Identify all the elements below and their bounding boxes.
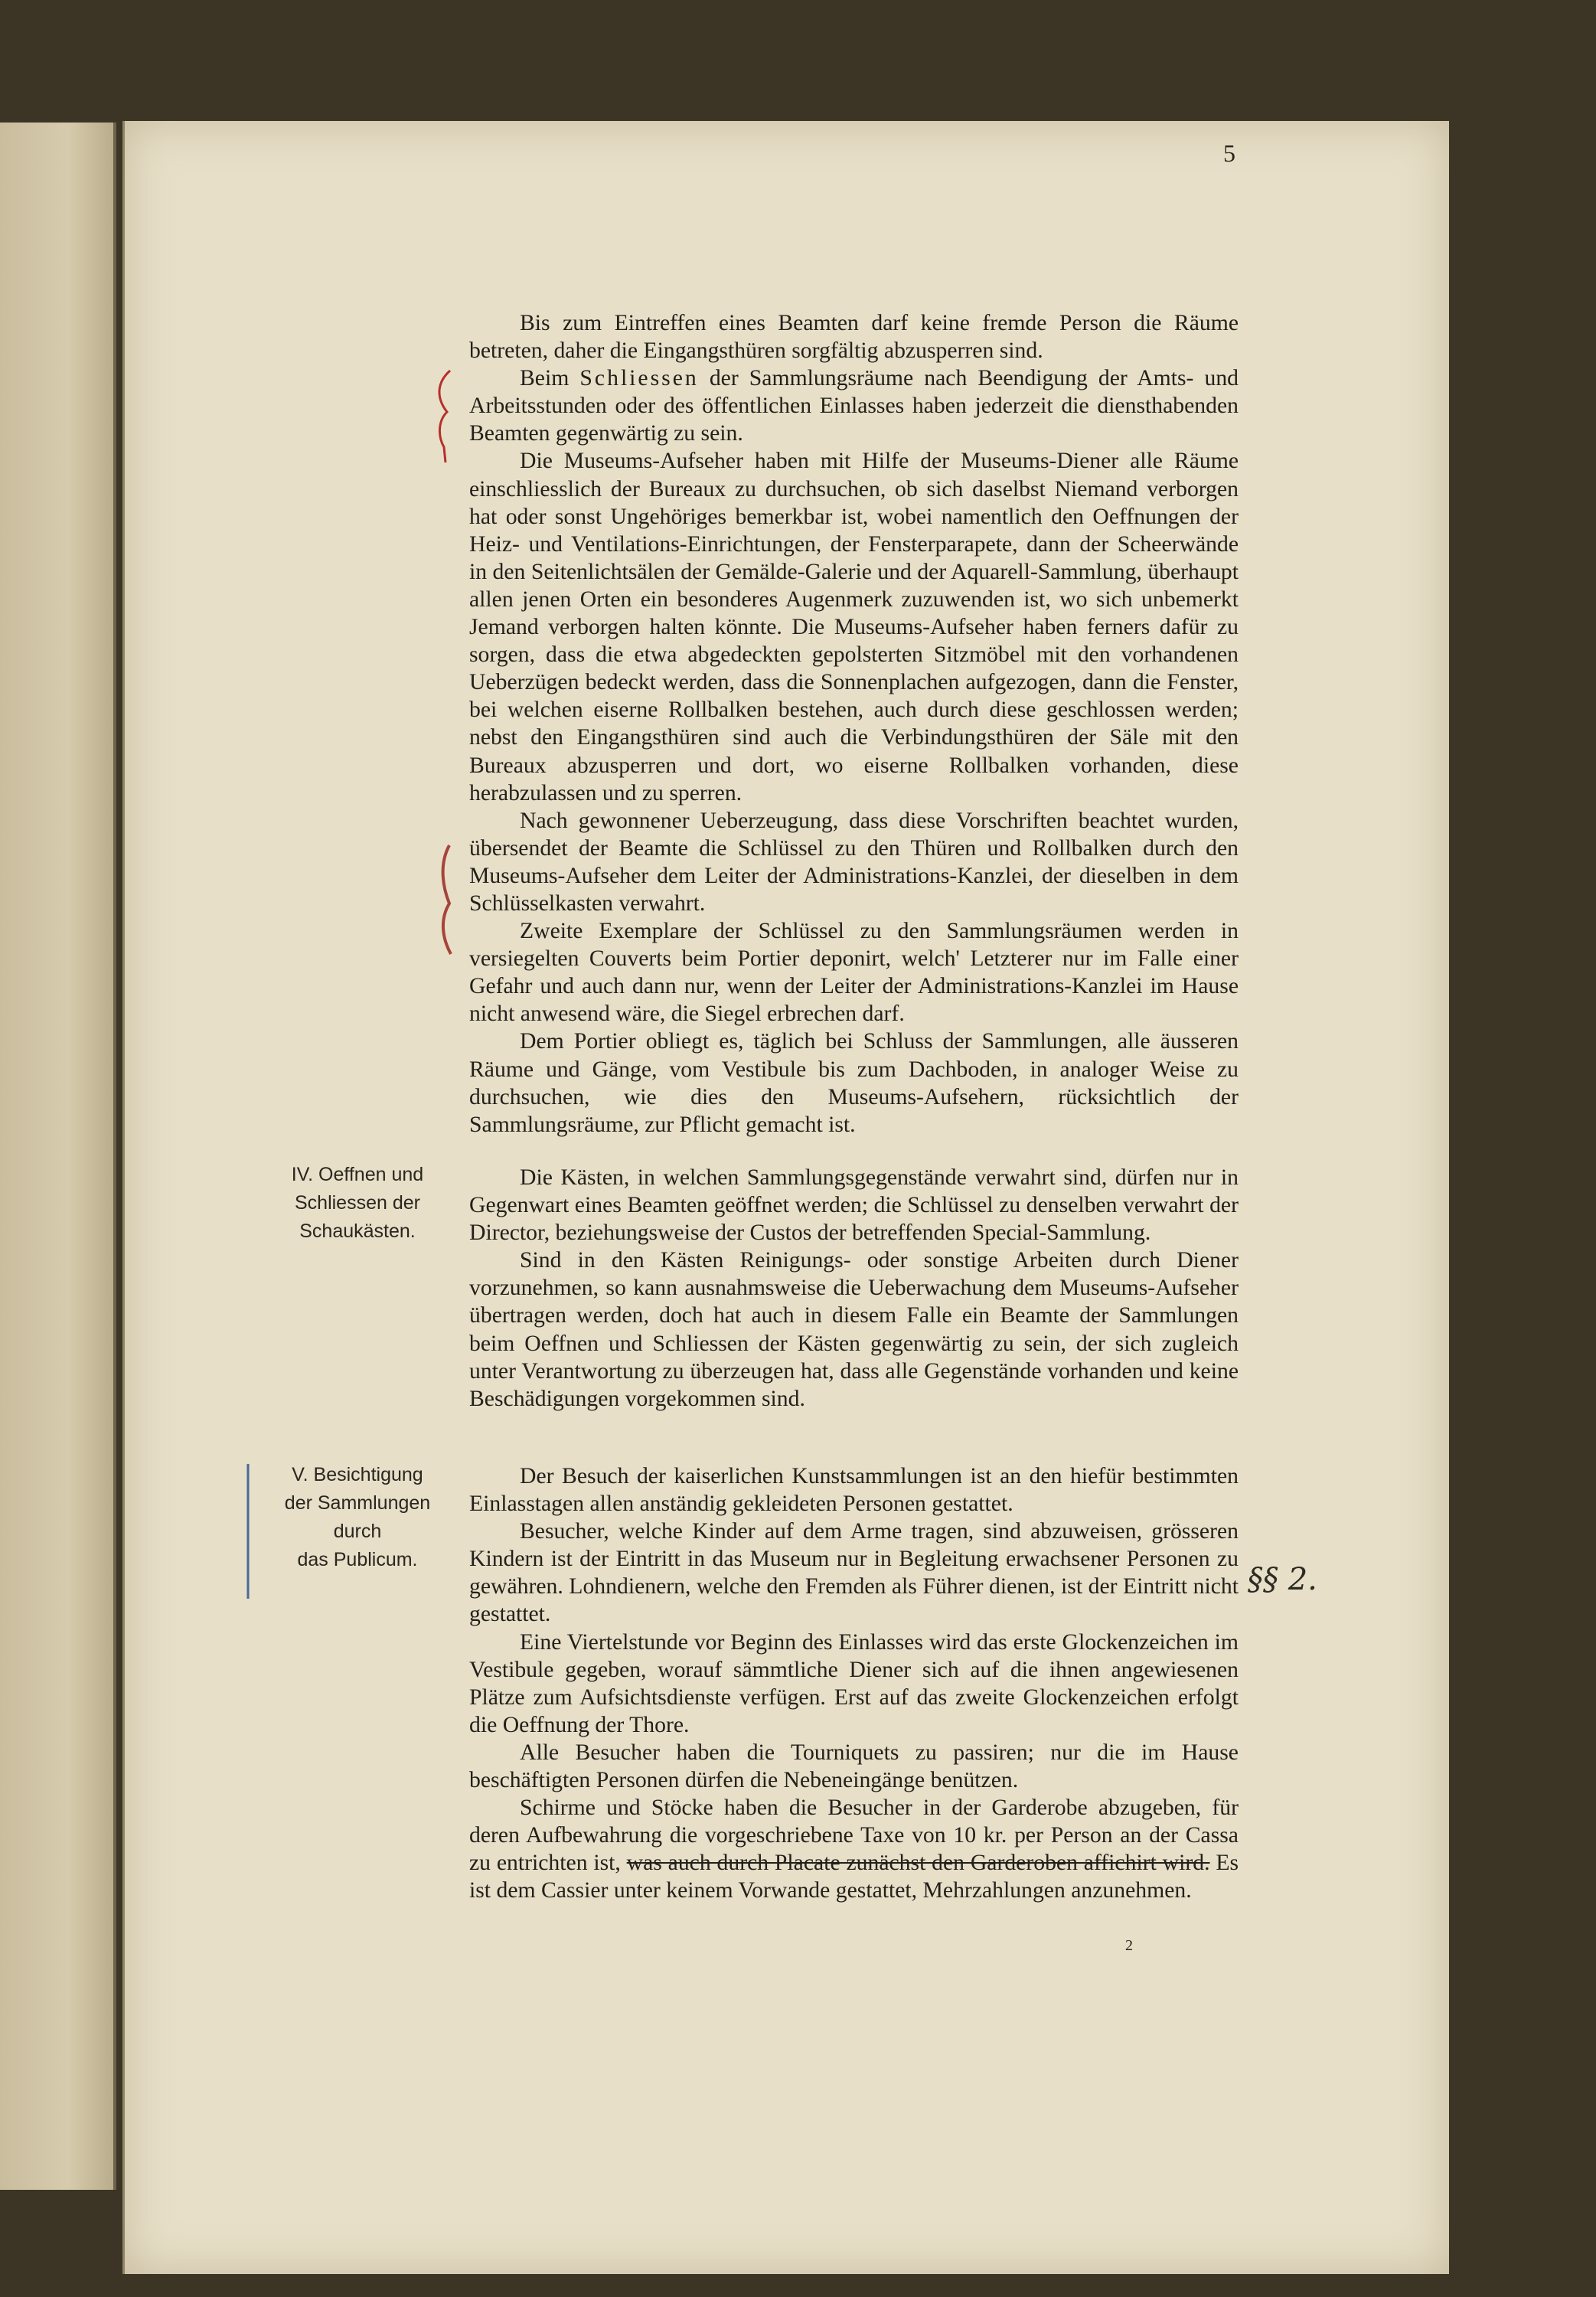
paragraph-rest: der Sammlungsräume nach Beendigung der Amts- und Arbeitsstunden oder des öffentlichen Einlasses haben jederzeit die diensthabenden Beamten gegenwärtig zu sein. [469,366,1239,446]
paragraph: Sind in den Kästen Reinigungs- oder sonstige Arbeiten durch Diener vorzunehmen, so kann ausnahmsweise die Ueberwachung dem Museums-Aufseher übertragen werden, doch hat auch in diesem Falle ein Beamte der Sammlungen beim Oeffnen und Schliessen der Kästen gegenwärtig zu sein, der sich zugleich unter Verantwortung zu überzeugen hat, dass alle Gegenstände vorhanden und keine Beschädigungen vorgekommen sind. [469,1248,1239,1411]
paragraph: Die Museums-Aufseher haben mit Hilfe der Museums-Diener alle Räume einschliesslich der Bureaux zu durchsuchen, ob sich daselbst Niemand verborgen hat oder sonst Ungehöriges bemerkbar ist, wobei namentlich den Oeffnungen der Heiz- und Ventilations-Einrichtungen, der Fensterparapete, dann der Scheerwände in den Seitenlichtsälen der Gemälde-Galerie und der Aquarell-Sammlung, überhaupt allen jenen Orten ein besonderes Augenmerk zuzuwenden ist, wo sich unbemerkt Jemand verborgen halten könnte. Die Museums-Aufseher haben ferners dafür zu sorgen, dass die etwa abgedeckten gepolsterten Sitzmöbel mit den vorhandenen Ueberzügen bedeckt werden, dass die Sonnenplachen aufgezogen, dann die Fenster, bei welchen eiserne Rollbalken bestehen, auch durch diese geschlossen werden; nebst den Eingangsthüren sind auch die Verbindungsthüren der Säle mit den Bureaux abzusperren und dort, wo eiserne Rollbalken vorhanden, diese herabzulassen und zu sperren. [469,449,1239,805]
paragraph: Alle Besucher haben die Tourniquets zu passiren; nur die im Hause beschäftigten Personen dürfen die Nebeneingänge benützen. [469,1740,1239,1793]
facing-page-edge [0,123,116,2190]
paragraph-lead: Beim [520,366,570,391]
paragraph-last: Schirme und Stöcke haben die Besucher in der Garderobe abzugeben, für deren Aufbewahrung die vorgeschriebene Taxe von 10 kr. per Person an der Cassa zu entrichten ist, was auch durch Placate zunächst den Garderoben affichirt wird. Es ist dem Cassier unter keinem Vorwande gestattet, Mehrzahlungen anzunehmen. [469,1795,1239,1903]
paragraph: Bis zum Eintreffen eines Beamten darf keine fremde Person die Räume betreten, daher die Eingangsthüren sorgfältig abzusperren sind. [469,311,1239,364]
section-v-text [469,1462,1239,1905]
paragraph: Die Kästen, in welchen Sammlungsgegenstände verwahrt sind, dürfen nur in Gegenwart eines Beamten geöffnet werden; die Schlüssel zu denselben verwahrt der Director, beziehungsweise der Custos der betreffenden Special-Sammlung. [469,1165,1239,1246]
paragraph: Der Besuch der kaiserlichen Kunstsammlungen ist an den hiefür bestimmten Einlasstagen allen anständig gekleideten Personen gestattet. [469,1464,1239,1517]
page-number: 5 [1223,139,1235,167]
section-iv-heading: IV. Oeffnen und Schliessen der Schaukästen. [291,1164,424,1242]
paragraph: Besucher, welche Kinder auf dem Arme tragen, sind abzuweisen, grösseren Kindern ist der Eintritt in das Museum nur in Begleitung erwachsener Personen zu gewähren. Lohndienern, welche den Fremden als Führer dienen, ist der Eintritt nicht gestattet. [469,1519,1239,1627]
top-body-text [469,309,1239,1139]
paragraph: Dem Portier obliegt es, täglich bei Schluss der Sammlungen, alle äusseren Räume und Gänge, vom Vestibule bis zum Dachboden, in analoger Weise zu durchsuchen, wie dies den Museums-Aufsehern, rücksichtlich der Sammlungsräume, zur Pflicht gemacht ist. [469,1029,1239,1137]
handwritten-note: §§ 2. [1248,1562,1317,1597]
blue-margin-line-icon [243,1462,253,1600]
red-margin-bracket-icon-2 [432,842,463,957]
paragraph: Zweite Exemplare der Schlüssel zu den Sammlungsräumen werden in versiegelten Couverts beim Portier deponirt, welch' Letzterer nur im Falle einer Gefahr und auch dann nur, wenn der Leiter der Administrations-Kanzlei im Hause nicht anwesend wäre, die Siegel erbrechen darf. [469,919,1239,1027]
paragraph: Eine Viertelstunde vor Beginn des Einlasses wird das erste Glockenzeichen im Vestibule gegeben, worauf sämmtliche Diener sich auf die ihnen angewiesenen Plätze zum Aufsichtsdienste verfügen. Erst auf das zweite Glockenzeichen erfolgt die Oeffnung der Thore. [469,1629,1239,1737]
struck-text: was auch durch Placate zunächst den Garderoben affichirt wird. [626,1851,1210,1876]
red-margin-bracket-icon [429,368,459,467]
paragraph: Nach gewonnener Ueberzeugung, dass diese Vorschriften beachtet wurden, übersendet der Beamte die Schlüssel zu den Thüren und Rollbalken durch den Museums-Aufseher dem Leiter der Administrations-Kanzlei, der dieselben in dem Schlüsselkasten verwahrt. [469,808,1239,916]
signature-mark: 2 [1125,1937,1133,1954]
spaced-word: Schliessen [579,366,699,391]
section-v-heading: V. Besichtigung der Sammlungen durch das Publicum. [284,1464,431,1570]
section-iv-text [469,1164,1239,1413]
paragraph-schliessen [469,364,1239,447]
